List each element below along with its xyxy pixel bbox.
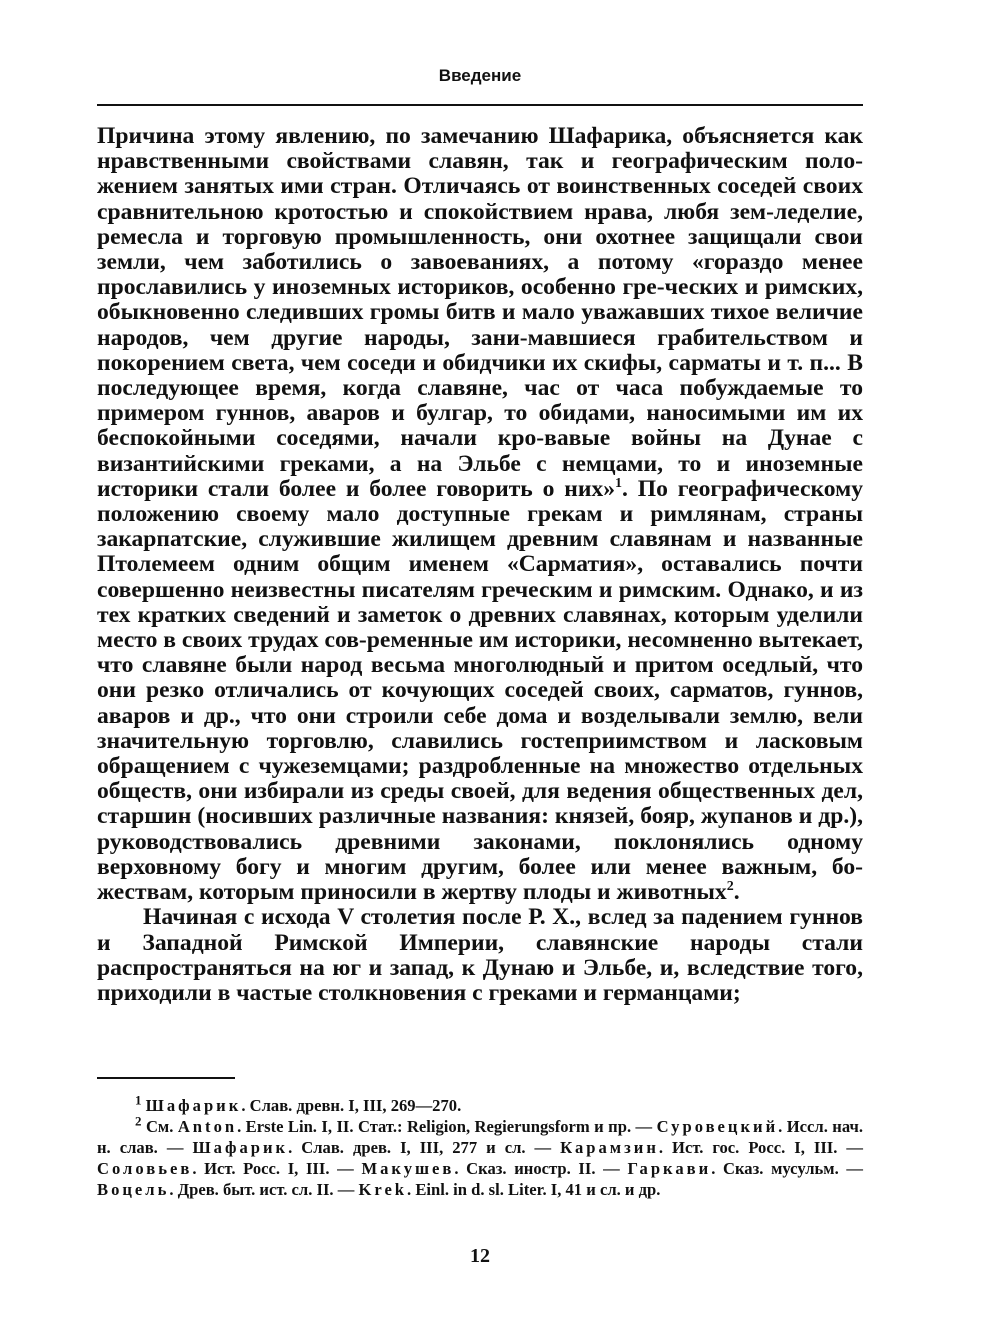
footnote-2 [97,1113,864,1200]
paragraph-1 [97,124,863,905]
footnote-rule [97,1077,235,1079]
citation-text: . Erste Lin. I, II. Стат.: Religion, Regierungsform и пр. — [237,1117,657,1136]
text-run: . По географическому положению своему мало доступные грекам и римлянам, страны закарпатские, служившие жилищем древним славянам и названные Птолемеем одним общим именем «Сарматия», оставались почти совершенно неизвестны писателям греческим и римским. Однако, и из тех кратких сведений и заметок о древних славянах, которым уделили место в своих трудах сов- [97,475,863,654]
citation-text: . Древ. быт. ист. сл. II. — [169,1180,359,1199]
running-header: Введение [438,66,522,85]
citation-text: . Ист. гос. Росс. I, III. — [658,1138,863,1157]
citation-text: См. [145,1117,178,1136]
text-run: вавые войны на Дунае с византийскими греками, а на Эльбе с немцами, то и иноземные историки стали более и более говорить о них» [97,425,863,502]
text-run: жением занятых ими стран. Отличаясь от воинственных соседей своих сравнительною кротостью и спокойствием нрава, любя зем- [97,173,863,225]
citation-text: . Ист. Росс. I, III. — [192,1159,362,1178]
text-run: Причина этому явлению, по замечанию Шафарика, объясняется как нравственными свойствами славян, так и географическим поло- [97,123,863,175]
text-run: леделие, ремесла и торговую промышленность, они охотнее защищали свои земли, чем заботились о завоеваниях, а потому «гораздо менее прославились у иноземных историков, особенно гре- [97,198,863,301]
author-name: Anton [177,1117,238,1136]
citation-text: . Сказ. мусульм. — [711,1159,864,1178]
author-name: Соловьев [97,1159,193,1178]
footnote-number: 2 [135,1113,142,1129]
header-rule [97,104,863,106]
text-run: мавшиеся грабительством и покорением света, чем соседи и обидчики их скифы, сарматы и т. п... В последующее время, когда славяне, час от часа побуждаемые то примером гуннов, аваров и булгар, то обидами, наносимыми им их беспокойными соседями, начали кро- [97,324,863,452]
text-run: ческих и римских, обыкновенно следивших громы битв и мало уважавших тихое величие народов, чем другие народы, зани- [97,274,863,351]
author-name: Карамзин [560,1138,659,1157]
author-name: Воцель [97,1180,170,1199]
page-number: 12 [470,1245,490,1267]
author-name: Суровецкий [656,1117,779,1136]
author-name: Krek [358,1180,408,1199]
text-run: ременные им историки, несомненно вытекает, что славяне были народ весьма многолюдный и притом оседлый, что они резко отличались от кочующих соседей своих, сарматов, гуннов, аваров и др., что они строили себе дома и возделывали землю, вели значительную торговлю, славились гостеприимством и ласковым обращением с чужеземцами; раздробленные на множество отдельных обществ, они избирали из среды своей, для ведения общественных дел, старшин (носивших различные названия: князей, бояр, жупанов и др.), руководствовались древними законами, поклонялись одному верховному богу и многим другим, более или менее важным, бо- [97,627,863,880]
author-name: Гаркави [627,1159,712,1178]
footnote-1 [97,1092,863,1116]
text-run: . [733,879,740,906]
author-name: Шафарик [192,1138,289,1157]
footnote-ref-2: 2 [726,879,734,895]
citation-text: . Слав. древ. I, III, 277 и сл. — [288,1138,561,1157]
paragraph-2: Начиная с исхода V столетия после Р. Х., вслед за падением гуннов и Западной Римской Империи, славянские народы стали распространяться на юг и запад, к Дунаю и Эльбе, и, вследствие того, приходили в частые столкновения с греками и германцами; [97,904,863,1006]
footnotes [97,1092,864,1200]
citation-text: . Einl. in d. sl. Liter. I, 41 и сл. и др. [407,1180,661,1199]
main-text [97,124,863,1006]
author-name: Макушев [361,1159,455,1178]
citation-text: . Иссл. нач. н. слав. — [97,1117,863,1157]
footnote-ref-1: 1 [615,475,623,491]
citation-text: . Сказ. иностр. II. — [454,1159,628,1178]
text-run: жествам, которым приносили в жертву плоды и животных [97,879,727,906]
citation-text: . Слав. древн. I, III, 269—270. [241,1096,462,1115]
footnote-number: 1 [135,1092,142,1108]
author-name: Шафарик [145,1096,242,1115]
